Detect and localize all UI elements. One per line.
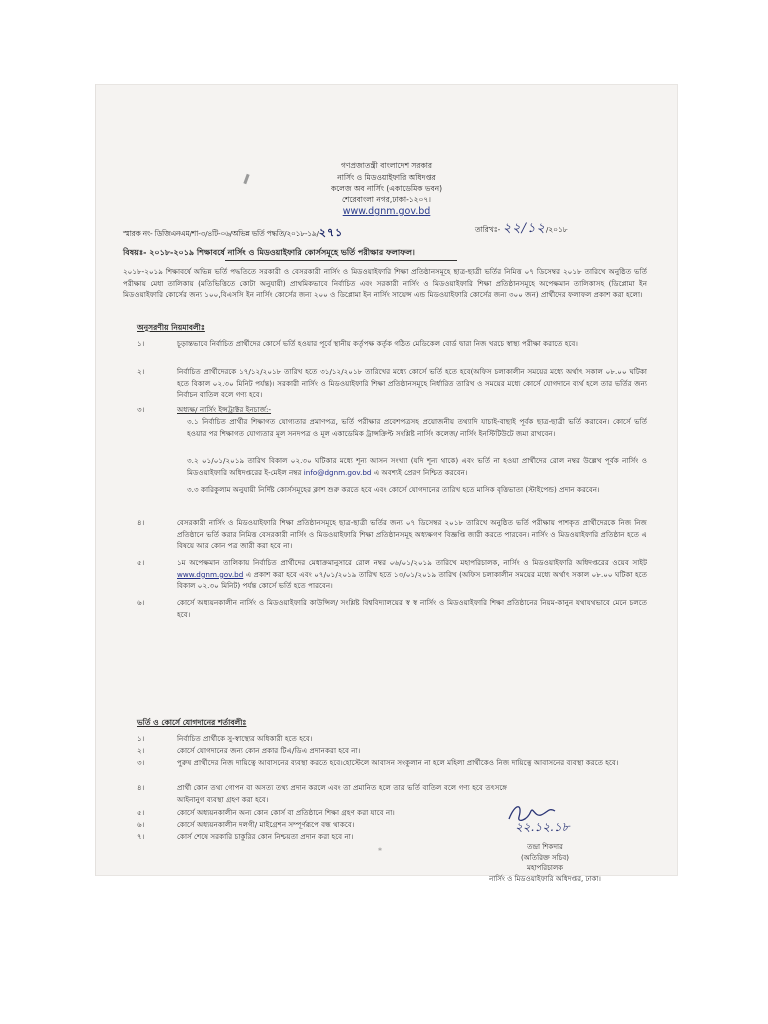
rule-number: ৪। [137, 518, 145, 527]
rule-text-end: এ প্রকাশ করা হবে এবং ০৭/০১/২০১৯ তারিখ হতে ১৩/০১/২০১৯ তারিখ (অফিস চলাকালীন সময়ের মধ্যে অর্থাৎ সকাল ০৮.০০ ঘটিকা হতে বিকাল ০২.৩০ মিনিট) পর্যন্ত কোর্সে ভর্তি হতে পারবেন। [177, 569, 647, 591]
condition-item [137, 733, 647, 745]
date-field [475, 219, 568, 240]
subrule-item [187, 484, 647, 496]
condition-text: প্রার্থী কোন তথ্য গোপন বা অসত্য তথ্য প্রদান করলে এবং তা প্রমানিত হলে তার ভর্তি বাতিল বলে গণ্য হবে তৎসঙ্গে আইনানুগ ব্যবস্থা গ্রহণ করা হবে। [177, 783, 507, 804]
signatory-name: তন্দ্রা শিকদার [527, 843, 563, 851]
condition-item [137, 782, 507, 805]
date-handwritten: ২২/১২ [502, 221, 546, 236]
condition-item [137, 807, 497, 819]
rule-number: ৩। [137, 405, 145, 414]
rule-text: নির্বাচিত প্রার্থীদেরকে ১৭/১২/২০১৮ তারিখ হতে ৩১/১২/২০১৮ তারিখের মধ্যে কোর্সে ভর্তি হতে হবে(অফিস চলাকালীন সময়ের মধ্যে অর্থাৎ সকাল ০৮.০০ ঘটিকা হতে বিকাল ০২.৩০ মিনিট পর্যন্ত)। সরকারী নার্সিং ও মিডওয়াইফারি শিক্ষা প্রতিষ্ঠানসমূহে নির্ধারিত তারিখ ও সময়ের মধ্যে কোর্সে যোগদানে ব্যর্থ হলে তার ভর্তির জন্য নির্বাচন বাতিল বলে গণ্য হবে। [177, 367, 647, 400]
condition-text: কোর্সে যোগদানের জন্য কোন প্রকার টিএ/ডিএ প্রদানকরা হবে না। [177, 746, 361, 755]
condition-text: নির্বাচিত প্রার্থীকে সু-স্বাস্থ্যের অধিকারী হতে হবে। [177, 734, 313, 743]
subject-line: বিষয়ঃ- ২০১৮-২০১৯ শিক্ষাবর্ষে নার্সিং ও মিডওয়াইফারি কোর্সসমূহে ভর্তি পরীক্ষার ফলাফল। [123, 248, 415, 257]
condition-number: ৩। [137, 758, 145, 767]
stray-mark: ⁎ [378, 844, 382, 853]
condition-item [137, 757, 647, 769]
memo-label: স্মারক নং- ডিজিএনএম/শা-৩/৪টি-০৬/অভিন্ন ভর্তি পদ্ধতি/২০১৮-১৯/ [123, 229, 319, 238]
subrule-number: ৩.৩ [187, 485, 199, 494]
subrule-text: নির্বাচিত প্রার্থীর শিক্ষাগত যোগ্যতার প্রমাণপত্র, ভর্তি পরীক্ষার প্রবেশপত্রসহ প্রয়োজনীয় তথ্যাদি যাচাই-বাছাই পূর্বক ছাত্র-ছাত্রী ভর্তি করাবেন। কোর্সে ভর্তি হওয়ার পর শিক্ষাগত যোগ্যতার মূল সনদপত্র ও মূল একাডেমিক ট্রান্সক্রিপ্ট সংশ্লিষ্ট নার্সিং কলেজ/ নার্সিং ইনস্টিটিউটে জমা রাখবেন। [187, 417, 647, 438]
subrule-text: কারিকুলাম অনুযায়ী নির্দিষ্ট কোর্সসমূহের ক্লাশ শুরু করতে হবে এবং কোর্সে যোগদানের তারিখ হতে মাসিক বৃত্তিভাতা (স্টাইপেন্ড) প্রদান করবেন। [200, 485, 600, 494]
rule-item [137, 404, 647, 416]
intro-paragraph: ২০১৮-২০১৯ শিক্ষাবর্ষে অভিন্ন ভর্তি পদ্ধতিতে সরকারী ও বেসরকারী নার্সিং ও মিডওয়াইফারি শিক্ষা প্রতিষ্ঠানসমূহে ছাত্র-ছাত্রী ভর্তির নিমিত্ত ০৭ ডিসেম্বর ২০১৮ তারিখে অনুষ্ঠিত ভর্তি পরীক্ষায় মেধা তালিকায় (মতিভিত্তিতে কোটা অনুযায়ী) প্রাথমিকভাবে নির্বাচিত এবং সরকারী নার্সিং ও মিডওয়াইফারি শিক্ষা প্রতিষ্ঠানসমূহে অপেক্ষমান তালিকাসহ (ডিপ্লোমা ইন মিডওয়াইফারি কোর্সের জন্য ১০০,বিএসসি ইন নার্সিং কোর্সের জন্য ২০০ ও ডিপ্লোমা ইন নার্সিং সায়েন্স এন্ড মিডওয়াইফারি কোর্সের জন্য ৩০০ জন) প্রার্থীদের ফলাফল প্রকাশ করা হলো। [123, 267, 647, 300]
subject-underline [225, 260, 457, 261]
rule-item [137, 517, 647, 552]
email-address: info@dgnm.gov.bd [303, 467, 372, 477]
condition-text: পুরুষ প্রার্থীদের নিজ দায়িত্বে আবাসনের ব্যবস্থা করতে হবে।হোস্টেলে আবাসন সংকুলান না হলে মহিলা প্রার্থীকেও নিজ দায়িত্বে আবাসনের ব্যবস্থা করতে হবে। [177, 758, 619, 767]
header-address: শেরেবাংলা নগর,ঢাকা-১২০৭। [342, 195, 431, 204]
memo-number: ২৭১ [318, 226, 344, 239]
header-website: www.dgnm.gov.bd [342, 206, 431, 217]
condition-number: ১। [137, 734, 145, 743]
condition-number: ৪। [137, 783, 145, 792]
signature-block [440, 842, 650, 884]
signatory-office: নার্সিং ও মিডওয়াইফারি অধিদপ্তর, ঢাকা। [489, 874, 601, 883]
rule-text: চূড়ান্তভাবে নির্বাচিত প্রার্থীদের কোর্সে ভর্তি হওয়ার পূর্বে স্থানীয় কর্তৃপক্ষ কর্তৃক গঠিত মেডিকেল বোর্ড দ্বারা নিজ খরচে স্বাস্থ্য পরীক্ষা করাতে হবে। [177, 339, 578, 348]
condition-text: কোর্স শেষে সরকারি চাকুরির কোন নিশ্চয়তা প্রদান করা হবে না। [177, 832, 354, 841]
condition-number: ৬। [137, 820, 145, 829]
condition-item [137, 819, 497, 831]
document-page [95, 84, 678, 883]
condition-item [137, 745, 647, 757]
signatory-title: মহাপরিচালক [526, 864, 564, 872]
rule-number: ১। [137, 339, 145, 348]
condition-number: ২। [137, 746, 145, 755]
subrule-text: ০১/০১/২০১৯ তারিখ বিকাল ০২.৩০ ঘটিকার মধ্যে শূন্য আসন সংখ্যা (যদি শূন্য থাকে) এবং ভর্তি না হওয়া প্রার্থীদের রোল নম্বর উল্লেখ পূর্বক নার্সিং ও মিডওয়াইফারি অধিদপ্তরের ই-মেইল নম্বর [187, 456, 647, 477]
rule-text: কোর্সে অধ্যয়নকালীন নার্সিং ও মিডওয়াইফারি কাউন্সিল/ সংশ্লিষ্ট বিশ্ববিদ্যালয়ের স্ব স্ব নার্সিং ও মিডওয়াইফারি শিক্ষা প্রতিষ্ঠানের নিয়ম-কানুন যথাযথভাবে মেনে চলতে হবে। [177, 598, 647, 619]
signature-date: ২২.১২.১৮ [515, 820, 570, 834]
header-directorate: নার্সিং ও মিডওয়াইফারি অধিদপ্তর [337, 173, 436, 182]
subrule-item [187, 455, 647, 478]
subrule-number: ৩.১ [187, 417, 199, 426]
signatory-rank: (অতিরিক্ত সচিব) [521, 853, 569, 862]
date-label: তারিখঃ- [475, 225, 501, 234]
memo-reference [123, 224, 343, 243]
date-year: /২০১৮ [545, 225, 568, 234]
conditions-heading: ভর্তি ও কোর্সে যোগদানের শর্তাবলীঃ [137, 718, 247, 727]
subrule-text-end: এ অবশ্যই প্রেরণ নিশ্চিত করবেন। [373, 467, 468, 477]
rule-number: ২। [137, 367, 145, 376]
condition-text: কোর্সে অধ্যয়নকালীন দলগী/ মাইগ্রেশন সম্পূর্ণরূপে বন্ধ থাকবে। [177, 820, 355, 829]
rule-item [137, 597, 647, 620]
rule-number: ৫। [137, 558, 145, 567]
rules-heading: অনুসরণীয় নিয়মাবলীঃ [137, 323, 205, 332]
condition-number: ৭। [137, 832, 145, 841]
condition-number: ৫। [137, 808, 145, 817]
rule-text: অধ্যক্ষ/ নার্সিং ইন্সট্রাক্টর ইনচার্জ:- [177, 405, 272, 414]
header-government: গণপ্রজাতন্ত্রী বাংলাদেশ সরকার [340, 161, 433, 170]
rule-text: বেসরকারী নার্সিং ও মিডওয়াইফারি শিক্ষা প্রতিষ্ঠানসমূহে ছাত্র-ছাত্রী ভর্তির জন্য ০৭ ডিসেম্বর ২০১৮ তারিখে অনুষ্ঠিত ভর্তি পরীক্ষায় পাশকৃত প্রার্থীদেরকে নিজ নিজ প্রতিষ্ঠানে ভর্তি করার নিমিত্ত বেসরকারী নার্সিং ও মিডওয়াইফারি শিক্ষা প্রতিষ্ঠানসমূহ অধ্যক্ষগণ বিজ্ঞপ্তি জারী করতে পারবেন। নার্সিং ও মিডওয়াইফারি প্রতিষ্ঠান হতে এ বিষয়ে আর কোন পত্র জারী করা হবে না। [177, 518, 647, 551]
subrule-number: ৩.২ [187, 456, 199, 465]
rule-item [137, 557, 647, 592]
rule-item [137, 366, 647, 401]
rule-number: ৬। [137, 598, 145, 607]
header-building: কলেজ অব নার্সিং (একাডেমিক ভবন) [330, 184, 443, 193]
rule-text: ১ম অপেক্ষমান তালিকায় নির্বাচিত প্রার্থীদের মেধাক্রমানুসারে রোল নম্বর ০৬/০১/২০১৯ তারিখে মহাপরিচালক, নার্সিং ও মিডওয়াইফারি অধিদপ্তরের ওয়েব সাইট [177, 558, 647, 567]
rule-text-block [177, 557, 647, 592]
signature-handwritten [505, 799, 595, 847]
subrule-item [187, 416, 647, 439]
condition-item [137, 831, 497, 843]
website-link: www.dgnm.gov.bd [177, 569, 244, 579]
condition-text: কোর্সে অধ্যয়নকালীন অন্য কোন কোর্স বা প্রতিষ্ঠানে শিক্ষা গ্রহণ করা যাবে না। [177, 808, 395, 817]
rule-item [137, 338, 647, 350]
